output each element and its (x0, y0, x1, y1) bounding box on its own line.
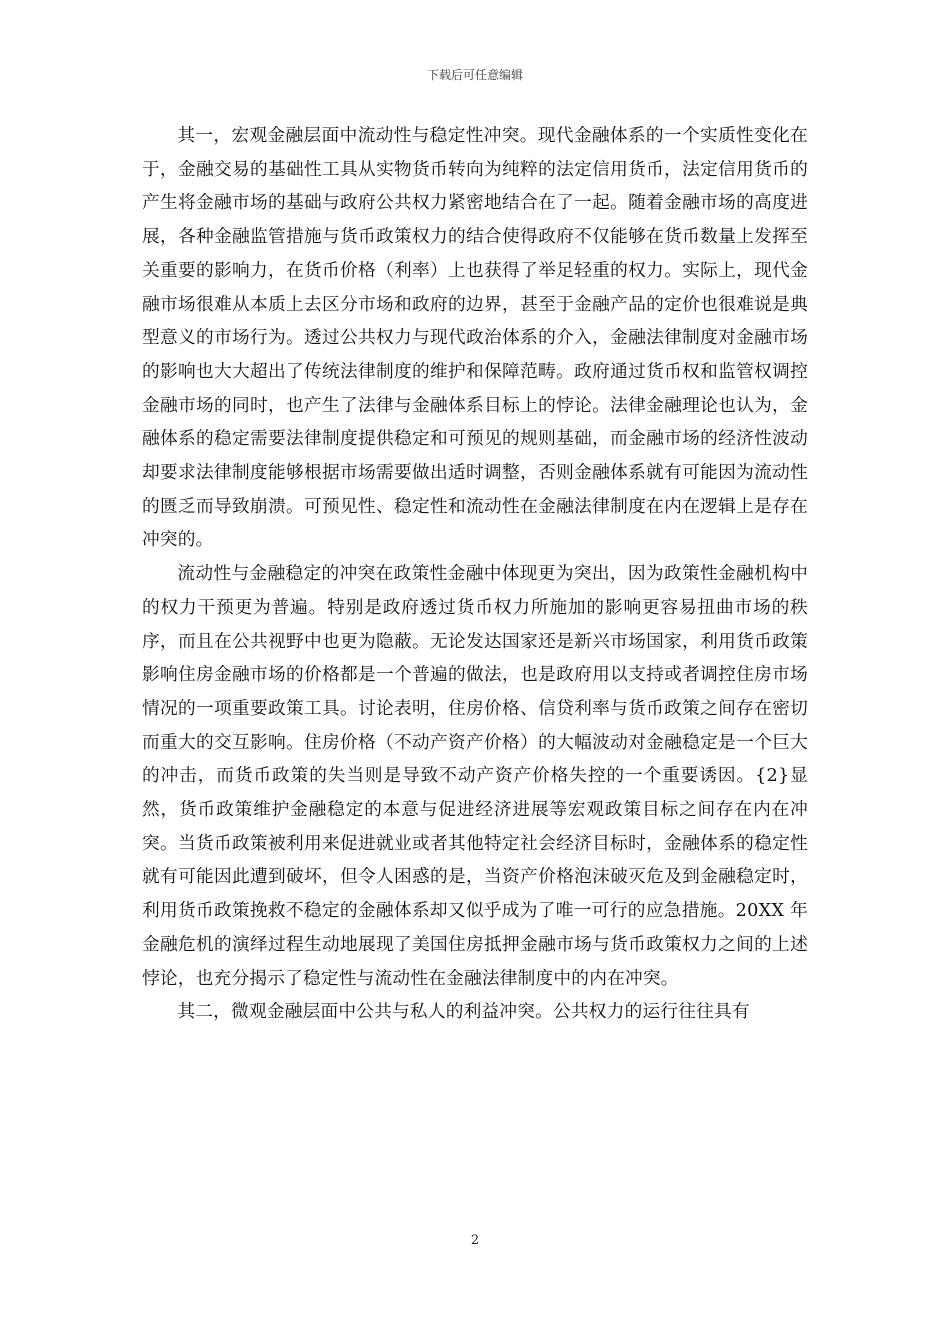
paragraph-3: 其二，微观金融层面中公共与私人的利益冲突。公共权力的运行往往具有 (177, 1002, 750, 1023)
page-number: 2 (470, 1233, 480, 1248)
paragraph-2: 流动性与金融稳定的冲突在政策性金融中体现更为突出，因为政策性金融机构中的权力干预更为普遍。特别是政府透过货币权力所施加的影响更容易扭曲市场的秩序，而且在公共视野中也更为隐蔽。无论发达国家还是新兴市场国家，利用货币政策影响住房金融市场的价格都是一个普遍的做法，也是政府用以支持或者调控住房市场情况的一项重要政策工具。讨论表明，住房价格、信贷利率与货币政策之间存在密切而重大的交互影响。住房价格（不动产资产价格）的大幅波动对金融稳定是一个巨大的冲击，而货币政策的失当则是导致不动产资产价格失控的一个重要诱因。{2}显然，货币政策维护金融稳定的本意与促进经济进展等宏观政策目标之间存在内在冲突。当货币政策被利用来促进就业或者其他特定社会经济目标时，金融体系的稳定性就有可能因此遭到破坏，但令人困惑的是，当资产价格泡沫破灭危及到金融稳定时，利用货币政策挽救不稳定的金融体系却又似乎成为了唯一可行的应急措施。20XX 年金融危机的演绎过程生动地展现了美国住房抵押金融市场与货币政策权力之间的上述悖论，也充分揭示了稳定性与流动性在金融法律制度中的内在冲突。 (142, 564, 808, 989)
paragraph-1: 其一，宏观金融层面中流动性与稳定性冲突。现代金融体系的一个实质性变化在于，金融交易的基础性工具从实物货币转向为纯粹的法定信用货币，法定信用货币的产生将金融市场的基础与政府公共权力紧密地结合在了一起。随着金融市场的高度进展，各种金融监管措施与货币政策权力的结合使得政府不仅能够在货币数量上发挥至关重要的影响力，在货币价格（利率）上也获得了举足轻重的权力。实际上，现代金融市场很难从本质上去区分市场和政府的边界，甚至于金融产品的定价也很难说是典型意义的市场行为。透过公共权力与现代政治体系的介入，金融法律制度对金融市场的影响也大大超出了传统法律制度的维护和保障范畴。政府通过货币权和监管权调控金融市场的同时，也产生了法律与金融体系目标上的悖论。法律金融理论也认为，金融体系的稳定需要法律制度提供稳定和可预见的规则基础，而金融市场的经济性波动却要求法律制度能够根据市场需要做出适时调整，否则金融体系就有可能因为流动性的匮乏而导致崩溃。可预见性、稳定性和流动性在金融法律制度在内在逻辑上是存在冲突的。 (142, 126, 808, 551)
page-header: 下载后可任意编辑 (426, 68, 523, 82)
document-body (142, 120, 808, 1030)
